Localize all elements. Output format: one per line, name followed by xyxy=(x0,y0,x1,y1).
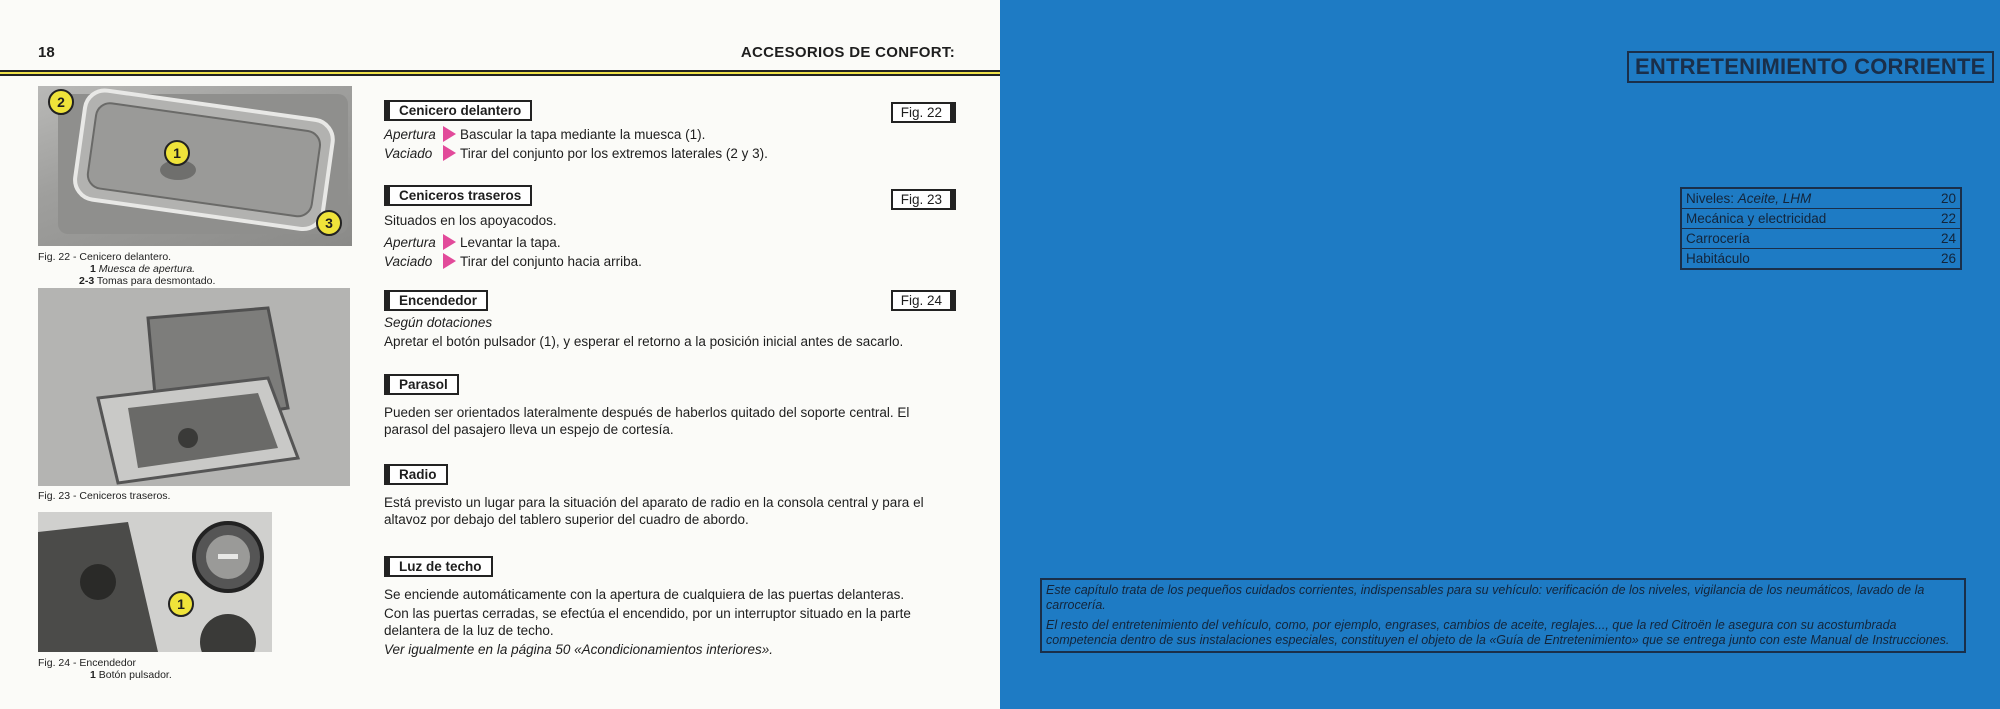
fig-ref: Fig. 23 xyxy=(891,189,956,210)
section-text: Apretar el botón pulsador (1), y esperar el retorno a la posición inicial antes de sacarlo. xyxy=(384,334,904,349)
chapter-contents xyxy=(1680,187,1962,270)
fig-ref: Fig. 22 xyxy=(891,102,956,123)
running-header: ACCESORIOS DE CONFORT: xyxy=(740,44,955,61)
front-ashtray-illustration xyxy=(38,86,352,246)
callout-3: 3 xyxy=(316,210,342,236)
right-page xyxy=(1000,0,2000,709)
callout-1: 1 xyxy=(164,140,190,166)
section-title: Encendedor xyxy=(384,290,488,311)
toc-row[interactable]: Niveles: Aceite, LHM 20 xyxy=(1682,189,1960,209)
toc-row[interactable]: Mecánica y electricidad 22 xyxy=(1682,209,1960,229)
section-text: Pueden ser orientados lateralmente después de haberlos quitado del soporte central. El parasol del pasajero lleva un espejo de cortesía. xyxy=(384,405,910,437)
section-text: Está previsto un lugar para la situación del aparato de radio en la consola central y para el altavoz por debajo del tablero superior del cuadro de abordo. xyxy=(384,495,924,527)
fig24-caption: Fig. 24 - Encendedor 1 Botón pulsador. xyxy=(38,657,172,681)
lighter-illustration xyxy=(38,512,272,652)
toc-row[interactable]: Habitáculo 26 xyxy=(1686,251,1956,266)
section-radio xyxy=(384,464,956,528)
page-number: 18 xyxy=(38,44,55,61)
section-parasol xyxy=(384,374,956,438)
availability-note: Según dotaciones xyxy=(384,315,493,330)
arrow-icon xyxy=(443,234,456,250)
section-text: Se enciende automáticamente con la apertura de cualquiera de las puertas delanteras. xyxy=(384,587,905,602)
fig-ref: Fig. 24 xyxy=(891,290,956,311)
cross-reference: Ver igualmente en la página 50 «Acondicionamientos interiores». xyxy=(384,642,773,657)
header-rule xyxy=(0,70,1000,76)
section-cenicero-delantero xyxy=(384,100,956,162)
section-title: Ceniceros traseros xyxy=(384,185,532,206)
intro-paragraph: El resto del entretenimiento del vehículo, como, por ejemplo, engrases, cambios de aceite, reglajes..., que la red Citroën le asegura con su acostumbrada competencia dentro de sus instalaciones especiales, constituyen el objeto de la «Guía de Entretenimiento» que se entrega junto con este Manual de Instrucciones. xyxy=(1046,618,1950,647)
section-intro: Situados en los apoyacodos. xyxy=(384,213,557,228)
arrow-icon xyxy=(443,145,456,161)
callout-2: 2 xyxy=(48,89,74,115)
section-title: Luz de techo xyxy=(384,556,493,577)
toc-row[interactable]: Carrocería 24 xyxy=(1682,229,1960,249)
instruction-row: Apertura Levantar la tapa. xyxy=(384,235,561,250)
fig22-photo xyxy=(38,86,352,246)
fig22-caption: Fig. 22 - Cenicero delantero. 1 Muesca de apertura. 2-3 Tomas para desmontado. xyxy=(38,251,216,287)
callout-1-lighter: 1 xyxy=(168,591,194,617)
section-title: Radio xyxy=(384,464,448,485)
section-title: Cenicero delantero xyxy=(384,100,532,121)
instruction-row: Apertura Bascular la tapa mediante la muesca (1). xyxy=(384,127,706,142)
arrow-icon xyxy=(443,126,456,142)
fig23-caption: Fig. 23 - Ceniceros traseros. xyxy=(38,490,171,502)
section-luz-de-techo xyxy=(384,556,956,658)
intro-paragraph: Este capítulo trata de los pequeños cuidados corrientes, indispensables para su vehículo: verificación de los niveles, vigilancia de los neumáticos, lavado de la carrocería. xyxy=(1046,583,1925,612)
rear-ashtray-illustration xyxy=(38,288,350,486)
instruction-row: Vaciado Tirar del conjunto por los extremos laterales (2 y 3). xyxy=(384,146,768,161)
section-text: Con las puertas cerradas, se efectúa el encendido, por un interruptor situado en la parte delantera de la luz de techo. xyxy=(384,606,911,638)
section-ceniceros-traseros xyxy=(384,185,956,270)
arrow-icon xyxy=(443,253,456,269)
instruction-row: Vaciado Tirar del conjunto hacia arriba. xyxy=(384,254,642,269)
fig23-photo xyxy=(38,288,350,486)
chapter-title: ENTRETENIMIENTO CORRIENTE xyxy=(1627,51,1994,83)
fig24-photo xyxy=(38,512,272,652)
section-encendedor xyxy=(384,290,956,350)
section-title: Parasol xyxy=(384,374,459,395)
chapter-intro-note xyxy=(1040,578,1966,653)
